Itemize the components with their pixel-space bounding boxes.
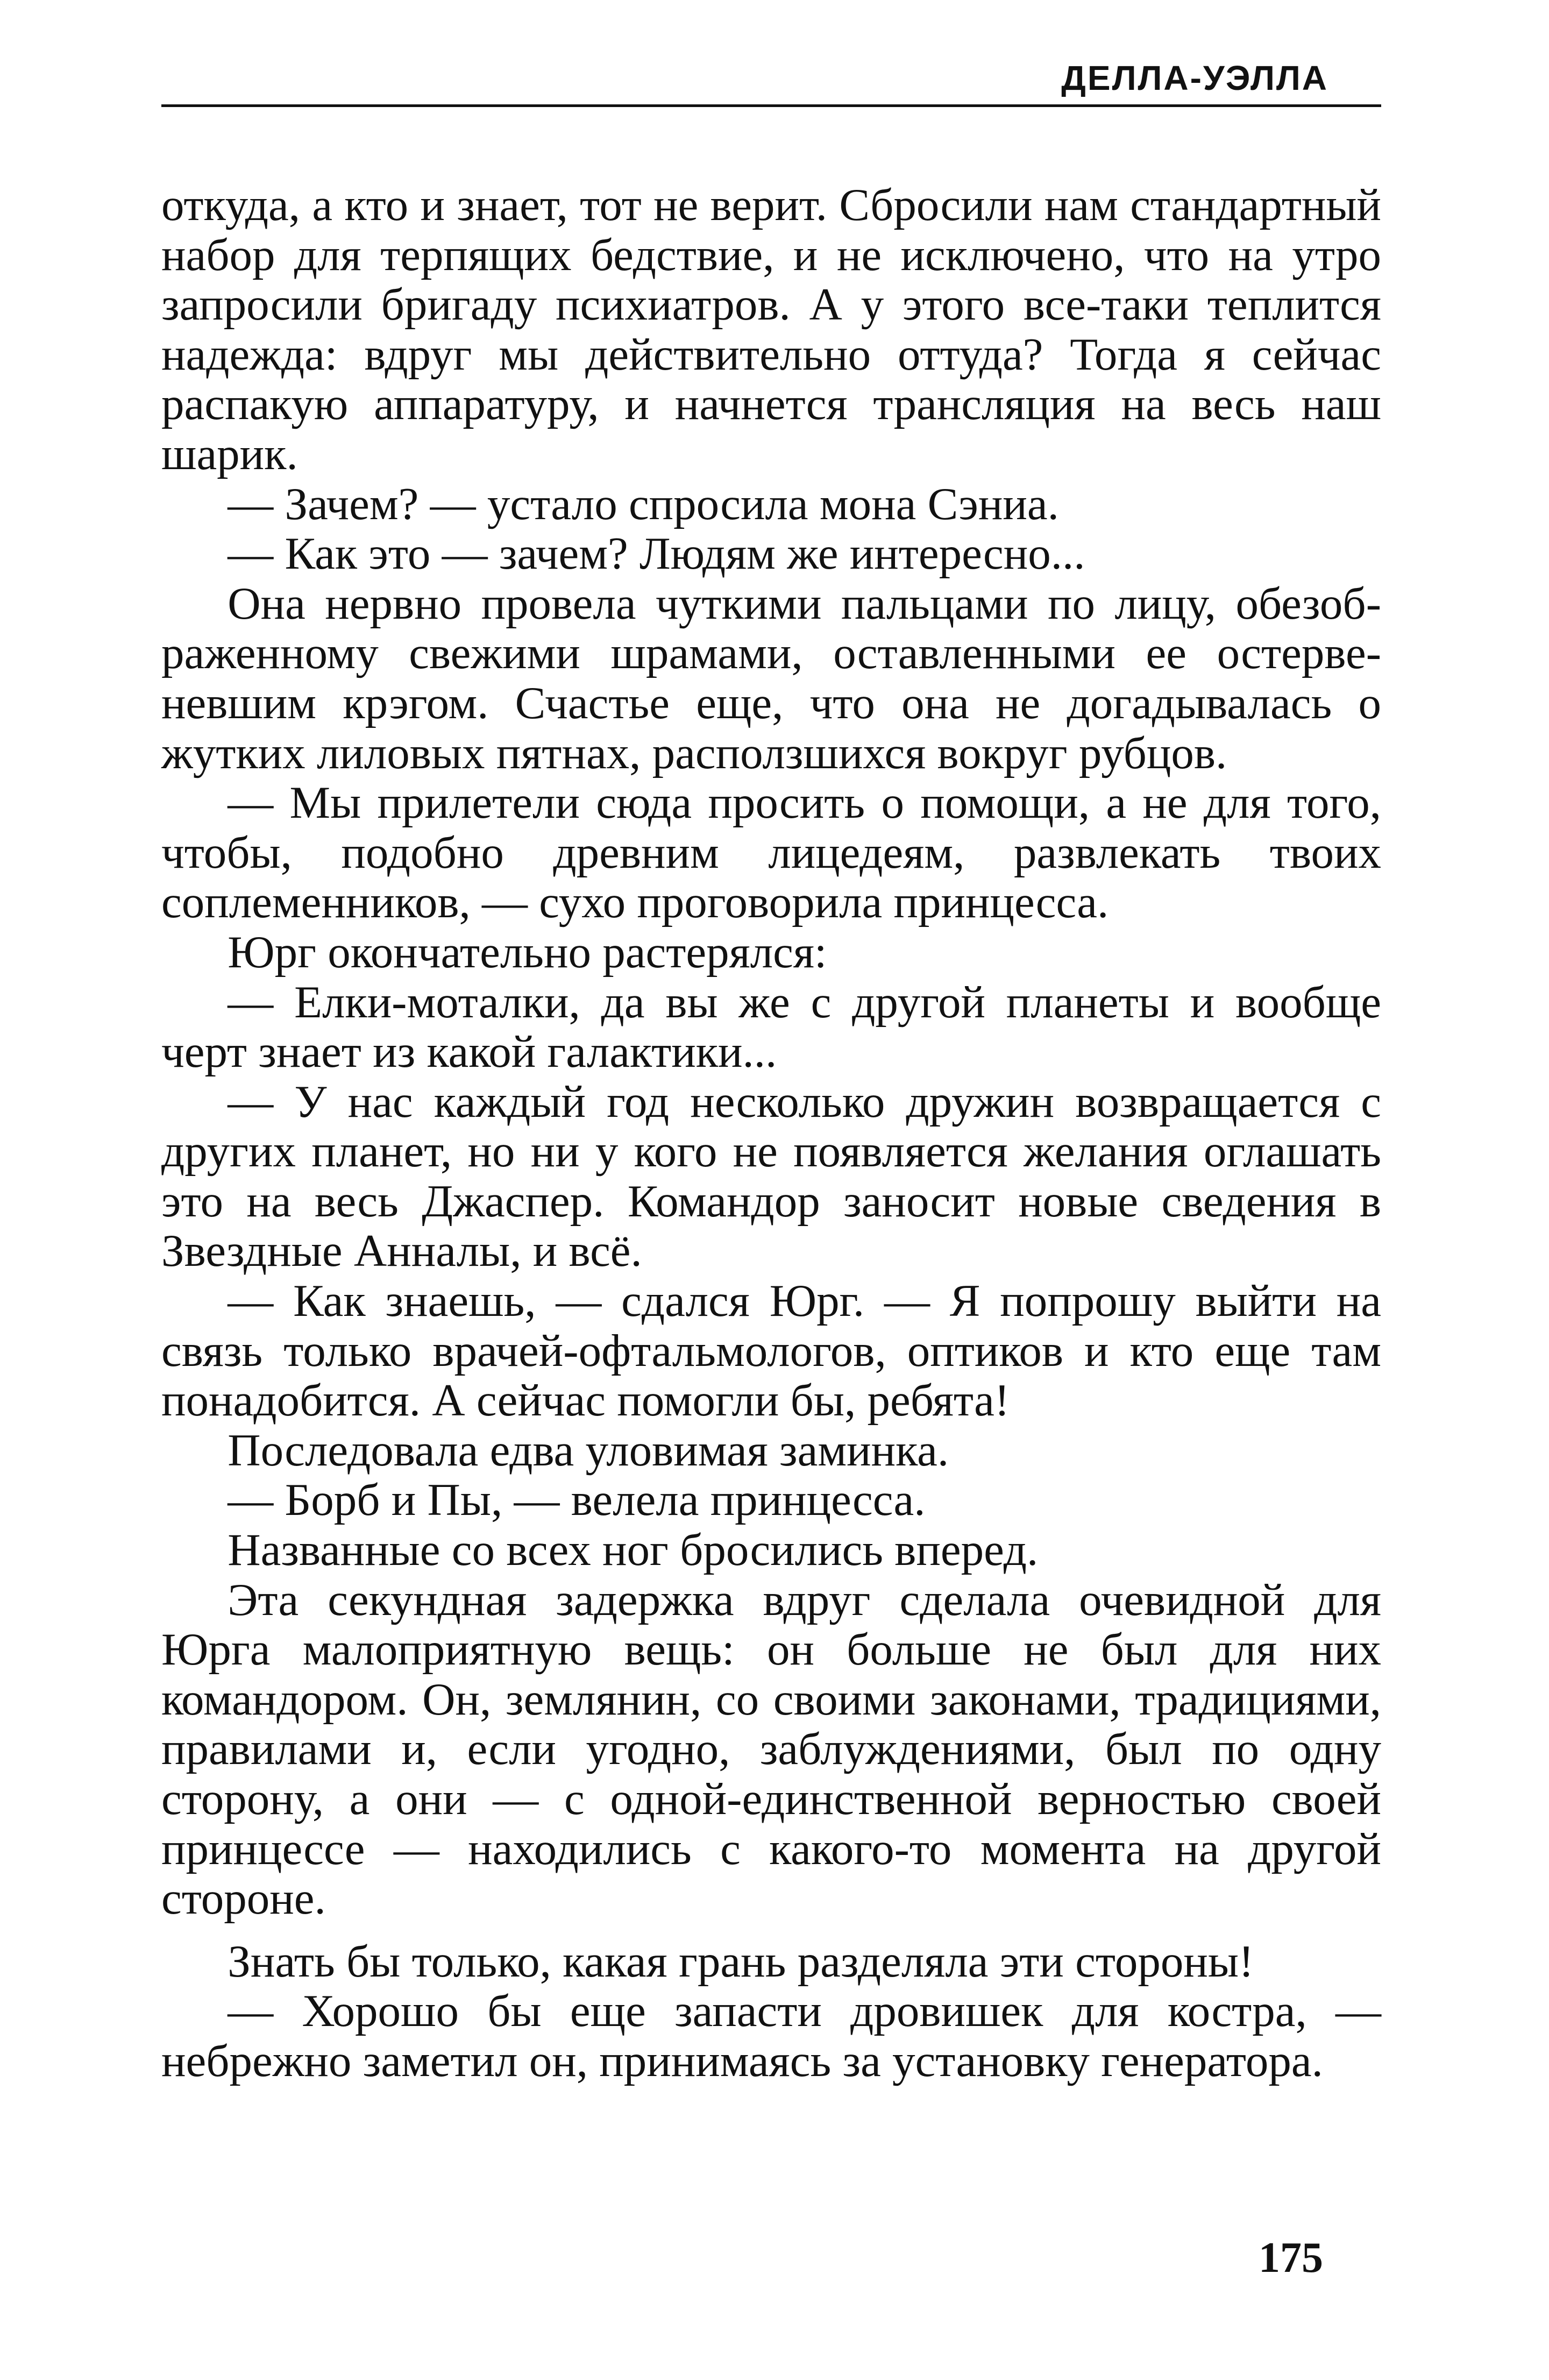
paragraph: — Хорошо бы еще запасти дровишек для костра, — небрежно заметил он, принимаясь за установку генератора. bbox=[161, 1986, 1381, 2086]
paragraph: Она нервно провела чуткими пальцами по лицу, обезображенному свежими шрамами, оставленными ее остервеневшим крэгом. Счастье еще, что она не догадывалась о жутких лиловых пятнах, расползшихся вокруг рубцов. bbox=[161, 578, 1381, 778]
paragraph: — Как знаешь, — сдался Юрг. — Я попрошу выйти на связь только врачей-офтальмологов, оптиков и кто еще там понадобится. А сейчас помогли бы, ребята! bbox=[161, 1276, 1381, 1426]
paragraph: откуда, а кто и знает, тот не верит. Сбросили нам стандартный набор для терпящих бедствие, и не исключено, что на утро запросили бригаду психиатров. А у этого все-таки теплится надежда: вдруг мы действительно оттуда? Тогда я сейчас распакую аппаратуру, и начнется трансляция на весь наш шарик. bbox=[161, 180, 1381, 479]
paragraph: Эта секундная задержка вдруг сделала очевидной для Юрга малоприятную вещь: он больше не был для них командором. Он, землянин, со своими законами, традициями, правилами и, если угодно, заблуждениями, был по одну сторону, а они — с одной-единственной верностью своей принцессе — находились с какого-то момента на другой стороне. bbox=[161, 1574, 1381, 1924]
paragraph: Названные со всех ног бросились вперед. bbox=[228, 1525, 1039, 1576]
paragraph: — У нас каждый год несколько дружин возвращается с других планет, но ни у кого не появляется желания оглашать это на весь Джаспер. Командор заносит новые сведения в Звездные Анналы, и всё. bbox=[161, 1076, 1381, 1277]
header-rule bbox=[161, 104, 1381, 107]
paragraph: — Борб и Пы, — велела принцесса. bbox=[228, 1475, 926, 1526]
paragraph: Юрг окончательно растерялся: bbox=[228, 926, 827, 978]
paragraph: — Как это — зачем? Людям же интересно... bbox=[228, 528, 1085, 579]
paragraph: — Елки-моталки, да вы же с другой планеты и вообще черт знает из какой галактики... bbox=[161, 976, 1381, 1078]
paragraph: — Зачем? — устало спросила мона Сэниа. bbox=[228, 478, 1059, 529]
page-number: 175 bbox=[1259, 2234, 1323, 2282]
paragraph: Знать бы только, какая грань разделяла эти стороны! bbox=[228, 1936, 1254, 1987]
body-text bbox=[161, 180, 1381, 2086]
paragraph: — Мы прилетели сюда просить о помощи, а не для того, чтобы, подобно древним лицедеям, развлекать твоих соплеменников, — сухо проговорила принцесса. bbox=[161, 777, 1381, 928]
running-head: ДЕЛЛА-УЭЛЛА bbox=[1061, 59, 1328, 97]
paragraph: Последовала едва уловимая заминка. bbox=[228, 1425, 949, 1476]
